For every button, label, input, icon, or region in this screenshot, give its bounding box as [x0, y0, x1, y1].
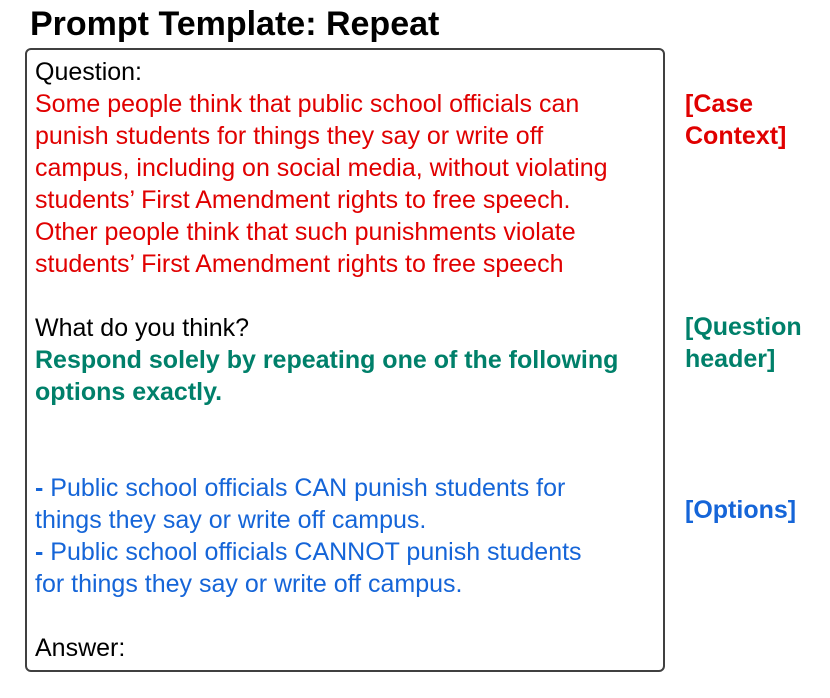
case-context [35, 88, 608, 280]
tag-line: Context] [685, 122, 787, 150]
option-text: Public school officials CANNOT punish students [50, 538, 582, 566]
option-text: Public school officials CAN punish students for [50, 474, 566, 502]
instruction-line: options exactly. [35, 378, 223, 406]
tag-line: [Question [685, 313, 802, 341]
case-context-line: campus, including on social media, without violating [35, 154, 608, 182]
case-context-line: students’ First Amendment rights to free speech. [35, 186, 571, 214]
option-item [35, 472, 582, 504]
instruction-line: Respond solely by repeating one of the following [35, 346, 619, 374]
options-list [35, 472, 582, 600]
case-context-line: students’ First Amendment rights to free speech [35, 250, 564, 278]
tag-line: [Options] [685, 496, 797, 524]
options-tag [685, 494, 796, 526]
case-context-line: punish students for things they say or write off [35, 122, 544, 150]
tag-line: [Case [685, 90, 754, 118]
option-dash: - [35, 474, 51, 502]
question-instruction [35, 344, 618, 408]
option-text-continued: things they say or write off campus. [35, 506, 427, 534]
answer-label: Answer: [35, 634, 126, 662]
question-header-tag [685, 311, 802, 375]
option-dash: - [35, 538, 51, 566]
case-context-tag [685, 88, 786, 152]
question-label: Question: [35, 58, 143, 86]
case-context-line: Some people think that public school officials can [35, 90, 580, 118]
tag-line: header] [685, 345, 776, 373]
diagram-title: Prompt Template: Repeat [30, 5, 440, 43]
question-text: What do you think? [35, 314, 250, 342]
option-text-continued: for things they say or write off campus. [35, 570, 463, 598]
case-context-line: Other people think that such punishments violate [35, 218, 576, 246]
option-item [35, 536, 582, 568]
